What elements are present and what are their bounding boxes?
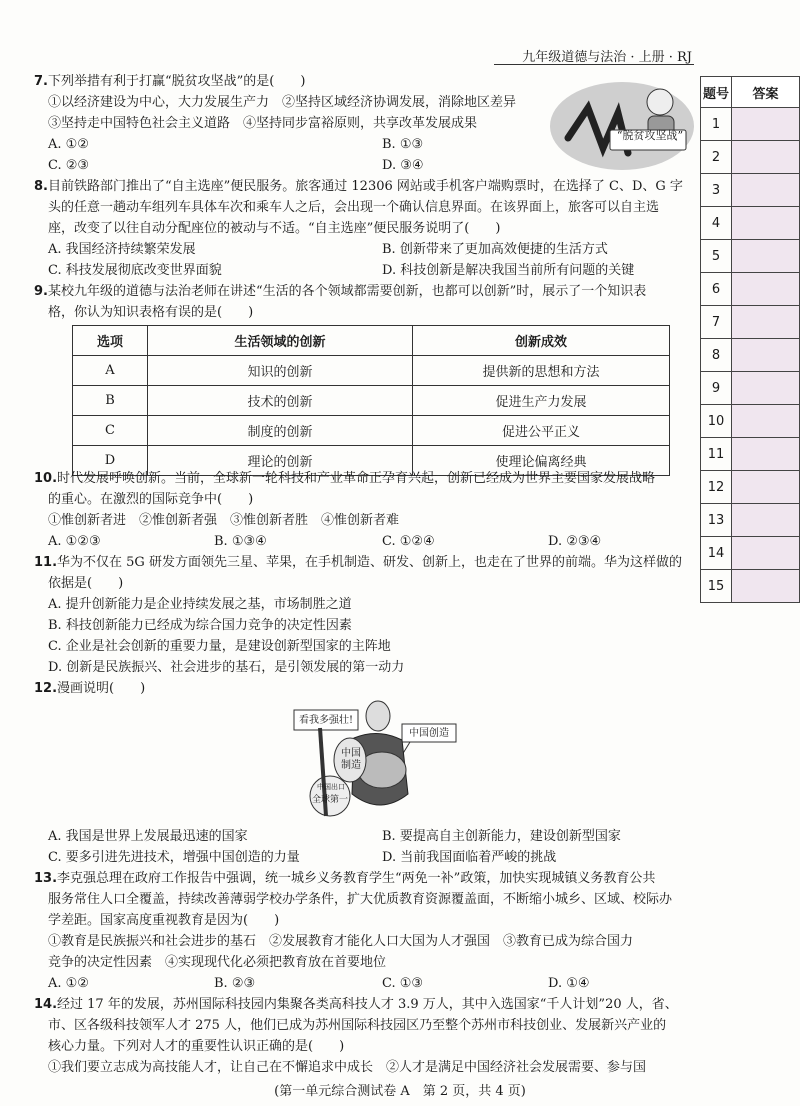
table-cell: C bbox=[73, 416, 148, 446]
table-row bbox=[701, 174, 800, 207]
table-cell: 知识的创新 bbox=[148, 356, 413, 386]
answer-cell[interactable] bbox=[732, 537, 800, 570]
q14-stem-line2: 市、区各级科技领军人才 275 人，他们已成为苏州国际科技园区乃至整个苏州市科技创业、发展新兴产业的 bbox=[48, 1018, 667, 1033]
answer-cell[interactable] bbox=[732, 141, 800, 174]
table-row bbox=[701, 537, 800, 570]
col-header-answer: 答案 bbox=[732, 77, 800, 108]
q7-options-line1: ①以经济建设为中心，大力发展生产力 ②坚持区域经济协调发展，消除地区差异 bbox=[48, 95, 517, 110]
question-number: 14 bbox=[701, 537, 732, 570]
table-cell: A bbox=[73, 356, 148, 386]
q10-choice-a: A. ①②③ bbox=[48, 534, 101, 549]
answer-cell[interactable] bbox=[732, 570, 800, 603]
table-row bbox=[701, 339, 800, 372]
q8-choice-c: C. 科技发展彻底改变世界面貌 bbox=[48, 263, 222, 278]
question-number: 12 bbox=[701, 471, 732, 504]
q13-options-line2: 竞争的决定性因素 ④实现现代化必须把教育放在首要地位 bbox=[48, 955, 387, 970]
q13-choice-c: C. ①③ bbox=[382, 976, 424, 991]
table-cell: 技术的创新 bbox=[148, 386, 413, 416]
q9-stem-line1: 9.某校九年级的道德与法治老师在讲述“生活的各个领域都需要创新，也都可以创新”时，展示了一个知识表 bbox=[34, 284, 647, 299]
table-cell: 使理论偏离经典 bbox=[413, 446, 670, 476]
q13-stem-line1: 13.李克强总理在政府工作报告中强调，统一城乡义务教育学生“两免一补”政策，加快实现城镇义务教育公共 bbox=[34, 871, 656, 886]
q14-options: ①我们要立志成为高技能人才，让自己在不懈追求中成长 ②人才是满足中国经济社会发展需要、参与国 bbox=[48, 1060, 647, 1075]
table-row bbox=[701, 207, 800, 240]
answer-table-header bbox=[701, 77, 800, 108]
q8-stem-line1: 8.目前铁路部门推出了“自主选座”便民服务。旅客通过 12306 网站或手机客户端购票时，在选择了 C、D、G 字 bbox=[34, 179, 683, 194]
question-number: 1 bbox=[701, 108, 732, 141]
knowledge-table bbox=[72, 325, 670, 476]
col-header-domain: 生活领域的创新 bbox=[148, 326, 413, 356]
q10-stem-line1: 10.时代发展呼唤创新。当前，全球新一轮科技和产业革命正孕育兴起，创新已经成为世界主要国家发展战略 bbox=[34, 471, 656, 486]
question-number: 11 bbox=[701, 438, 732, 471]
q13-stem-line2: 服务常住人口全覆盖，持续改善薄弱学校办学条件，扩大优质教育资源覆盖面，不断缩小城乡、区域、校际办 bbox=[48, 892, 673, 907]
col-header-question-no: 题号 bbox=[701, 77, 732, 108]
q7-choice-a: A. ①② bbox=[48, 137, 89, 152]
question-number: 15 bbox=[701, 570, 732, 603]
q8-stem-line3: 座，改变了以往自动分配座位的被动与不适。“自主选座”便民服务说明了( ) bbox=[48, 221, 501, 236]
q14-stem-line1: 14.经过 17 年的发展，苏州国际科技园内集聚各类高科技人才 3.9 万人，其中入选国家“千人计划”20 人，省、 bbox=[34, 997, 678, 1012]
q11-choice-b: B. 科技创新能力已经成为综合国力竞争的决定性因素 bbox=[48, 618, 352, 633]
q7-choice-d: D. ③④ bbox=[382, 158, 424, 173]
table-row bbox=[701, 273, 800, 306]
answer-cell[interactable] bbox=[732, 438, 800, 471]
question-number: 10 bbox=[701, 405, 732, 438]
q7-stem: 7.下列举措有利于打赢“脱贫攻坚战”的是( ) bbox=[34, 74, 306, 89]
cartoon-speech-bubble: 看我多强壮! bbox=[298, 715, 354, 726]
question-number: 2 bbox=[701, 141, 732, 174]
knowledge-table-header bbox=[73, 326, 670, 356]
q10-choice-d: D. ②③④ bbox=[548, 534, 602, 549]
table-cell: 促进生产力发展 bbox=[413, 386, 670, 416]
table-row bbox=[701, 405, 800, 438]
table-cell: 制度的创新 bbox=[148, 416, 413, 446]
question-number: 13 bbox=[701, 504, 732, 537]
q12-choice-c: C. 要多引进先进技术，增强中国创造的力量 bbox=[48, 850, 300, 865]
question-number: 7 bbox=[701, 306, 732, 339]
q8-choice-d: D. 科技创新是解决我国当前所有问题的关键 bbox=[382, 263, 635, 278]
q8-stem-line2: 头的任意一趟动车组列车具体车次和乘车人之后，会出现一个确认信息界面。在该界面上，旅客可以自主选 bbox=[48, 200, 660, 215]
answer-cell[interactable] bbox=[732, 372, 800, 405]
answer-cell[interactable] bbox=[732, 504, 800, 537]
q13-choice-d: D. ①④ bbox=[548, 976, 590, 991]
page-header: 九年级道德与法治 · 上册 · RJ bbox=[522, 50, 692, 65]
answer-cell[interactable] bbox=[732, 306, 800, 339]
q7-options-line2: ③坚持走中国特色社会主义道路 ④坚持同步富裕原则，共享改革发展成果 bbox=[48, 116, 478, 131]
answer-cell[interactable] bbox=[732, 207, 800, 240]
q8-choice-b: B. 创新带来了更加高效便捷的生活方式 bbox=[382, 242, 608, 257]
q12-choice-d: D. 当前我国面临着严峻的挑战 bbox=[382, 850, 557, 865]
table-row bbox=[701, 240, 800, 273]
answer-cell[interactable] bbox=[732, 240, 800, 273]
cartoon-tag-china-creation: 中国创造 bbox=[409, 728, 449, 739]
q8-choice-a: A. 我国经济持续繁荣发展 bbox=[48, 242, 196, 257]
col-header-option: 选项 bbox=[73, 326, 148, 356]
q13-stem-line3: 学差距。国家高度重视教育是因为( ) bbox=[48, 913, 280, 928]
q13-choice-b: B. ②③ bbox=[214, 976, 256, 991]
table-row bbox=[701, 438, 800, 471]
q11-stem-line2: 依据是( ) bbox=[48, 576, 124, 591]
q13-choice-a: A. ①② bbox=[48, 976, 89, 991]
q7-choice-c: C. ②③ bbox=[48, 158, 90, 173]
q12-stem: 12.漫画说明( ) bbox=[34, 681, 146, 696]
table-row bbox=[701, 570, 800, 603]
table-row bbox=[701, 306, 800, 339]
answer-table bbox=[700, 76, 800, 603]
q11-stem-line1: 11.华为不仅在 5G 研发方面领先三星、苹果，在手机制造、研发、创新上，也走在了世界的前端。华为这样做的 bbox=[34, 555, 682, 570]
table-cell: D bbox=[73, 446, 148, 476]
table-row bbox=[701, 504, 800, 537]
table-cell: 促进公平正义 bbox=[413, 416, 670, 446]
cartoon-medal-label: 全球第一 bbox=[311, 795, 348, 805]
answer-cell[interactable] bbox=[732, 339, 800, 372]
answer-cell[interactable] bbox=[732, 405, 800, 438]
q9-stem-line2: 格，你认为知识表格有误的是( ) bbox=[48, 305, 254, 320]
answer-cell[interactable] bbox=[732, 108, 800, 141]
table-row bbox=[701, 372, 800, 405]
question-number: 8 bbox=[701, 339, 732, 372]
poverty-badge-text: “脱贫攻坚战” bbox=[616, 129, 684, 142]
page-footer: (第一单元综合测试卷 A 第 2 页，共 4 页) bbox=[274, 1084, 526, 1099]
question-number: 3 bbox=[701, 174, 732, 207]
answer-cell[interactable] bbox=[732, 273, 800, 306]
table-row bbox=[701, 108, 800, 141]
table-cell: B bbox=[73, 386, 148, 416]
q12-choice-a: A. 我国是世界上发展最迅速的国家 bbox=[48, 829, 248, 844]
q12-choice-b: B. 要提高自主创新能力，建设创新型国家 bbox=[382, 829, 621, 844]
cartoon-arm-label: 中国制造 bbox=[341, 748, 361, 771]
table-row bbox=[73, 356, 670, 386]
question-number: 4 bbox=[701, 207, 732, 240]
q10-options: ①惟创新者进 ②惟创新者强 ③惟创新者胜 ④惟创新者难 bbox=[48, 513, 400, 528]
table-cell: 理论的创新 bbox=[148, 446, 413, 476]
cartoon-medal-top: 中国出口 bbox=[317, 783, 345, 791]
q14-stem-line3: 核心力量。下列对人才的重要性认识正确的是( ) bbox=[48, 1039, 345, 1054]
question-number: 9 bbox=[701, 372, 732, 405]
q11-choice-d: D. 创新是民族振兴、社会进步的基石，是引领发展的第一动力 bbox=[48, 660, 405, 675]
q11-choice-a: A. 提升创新能力是企业持续发展之基，市场制胜之道 bbox=[48, 597, 352, 612]
col-header-effect: 创新成效 bbox=[413, 326, 670, 356]
question-number: 6 bbox=[701, 273, 732, 306]
q10-choice-c: C. ①②④ bbox=[382, 534, 435, 549]
header-rule bbox=[494, 64, 694, 65]
q7-choice-b: B. ①③ bbox=[382, 137, 424, 152]
q11-choice-c: C. 企业是社会创新的重要力量，是建设创新型国家的主阵地 bbox=[48, 639, 391, 654]
question-number: 5 bbox=[701, 240, 732, 273]
q10-stem-line2: 的重心。在激烈的国际竞争中( ) bbox=[48, 492, 254, 507]
table-row bbox=[73, 386, 670, 416]
poverty-cartoon-illustration bbox=[548, 78, 696, 174]
table-row bbox=[73, 416, 670, 446]
q10-choice-b: B. ①③④ bbox=[214, 534, 267, 549]
table-cell: 提供新的思想和方法 bbox=[413, 356, 670, 386]
answer-cell[interactable] bbox=[732, 174, 800, 207]
q13-options-line1: ①教育是民族振兴和社会进步的基石 ②发展教育才能化人口大国为人才强国 ③教育已成为综合国力 bbox=[48, 934, 634, 949]
table-row bbox=[701, 141, 800, 174]
answer-cell[interactable] bbox=[732, 471, 800, 504]
table-row bbox=[701, 471, 800, 504]
